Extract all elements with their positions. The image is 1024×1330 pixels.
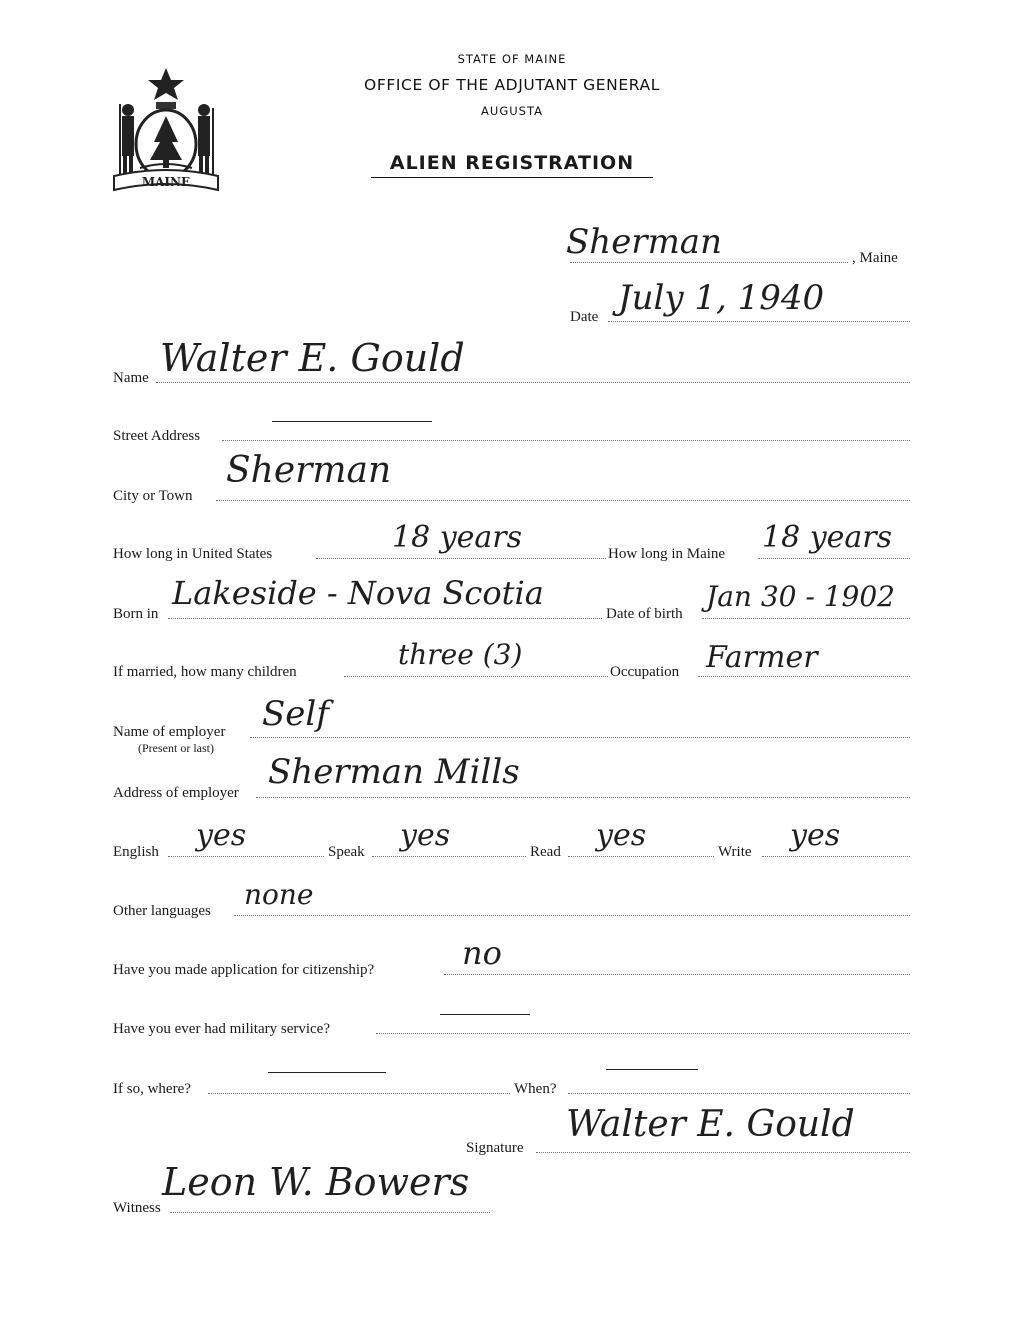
other-lang-label: Other languages [113,903,211,919]
witness-label: Witness [113,1200,161,1216]
seal-banner-text: MAINE [141,175,191,189]
employer-sub-label: (Present or last) [138,741,214,755]
city-value: Sherman [226,450,392,491]
military-line [376,1033,910,1034]
long-us-value: 18 years [392,520,523,555]
long-maine-label: How long in Maine [608,546,726,562]
name-line [156,382,910,383]
header-office: OFFICE OF THE ADJUTANT GENERAL [364,76,660,94]
signature-label: Signature [466,1140,524,1156]
english-label: English [113,844,159,860]
born-line [168,618,602,619]
occupation-value: Farmer [706,640,818,675]
dob-line [702,618,910,619]
where-label: If so, where? [113,1081,191,1097]
street-line [222,440,910,441]
when-line [568,1093,910,1094]
where-line [208,1093,510,1094]
dob-value: Jan 30 - 1902 [706,580,895,613]
write-label: Write [718,844,752,860]
city-line [216,500,910,501]
street-label: Street Address [113,428,201,444]
occupation-line [698,676,910,677]
occupation-label: Occupation [610,664,680,680]
english-value: yes [196,818,247,853]
town-line [570,262,848,263]
long-maine-value: 18 years [762,520,893,555]
read-label: Read [530,844,561,860]
children-line [344,676,608,677]
born-label: Born in [113,606,159,622]
when-label: When? [514,1081,557,1097]
employer-addr-value: Sherman Mills [268,752,520,792]
date-line [608,321,910,322]
read-value: yes [596,818,647,853]
header-state: STATE OF MAINE [457,52,567,66]
write-line [762,856,910,857]
header-city: AUGUSTA [481,104,543,118]
children-value: three (3) [398,638,523,671]
witness-line [170,1212,490,1213]
name-value: Walter E. Gould [160,336,465,380]
english-line [168,856,324,857]
speak-label: Speak [328,844,365,860]
employer-label: Name of employer [113,724,226,740]
street-blank-dash [272,421,432,422]
read-line [568,856,714,857]
children-label: If married, how many children [113,664,297,680]
other-lang-line [234,915,910,916]
when-blank-dash [606,1069,698,1070]
employer-addr-line [256,797,910,798]
town-value: Sherman [566,222,722,262]
employer-value: Self [262,694,329,734]
speak-line [372,856,526,857]
long-maine-line [758,558,910,559]
date-value: July 1, 1940 [618,278,825,318]
signature-value: Walter E. Gould [566,1104,855,1145]
date-label: Date [570,309,599,325]
military-label: Have you ever had military service? [113,1021,330,1037]
speak-value: yes [400,818,451,853]
name-label: Name [113,370,149,386]
born-value: Lakeside - Nova Scotia [172,574,544,612]
citizenship-value: no [462,934,502,972]
citizenship-line [444,974,910,975]
witness-value: Leon W. Bowers [162,1160,470,1204]
citizenship-label: Have you made application for citizenship? [113,962,375,978]
military-blank-dash [440,1014,530,1015]
write-value: yes [790,818,841,853]
long-us-label: How long in United States [113,546,273,562]
dob-label: Date of birth [606,606,683,622]
maine-label: , Maine [852,250,898,266]
employer-addr-label: Address of employer [113,785,239,801]
employer-line [250,737,910,738]
city-label: City or Town [113,488,193,504]
long-us-line [316,558,606,559]
signature-line [536,1152,910,1153]
where-blank-dash [268,1072,386,1073]
form-title: ALIEN REGISTRATION [371,152,653,178]
other-lang-value: none [244,878,314,911]
